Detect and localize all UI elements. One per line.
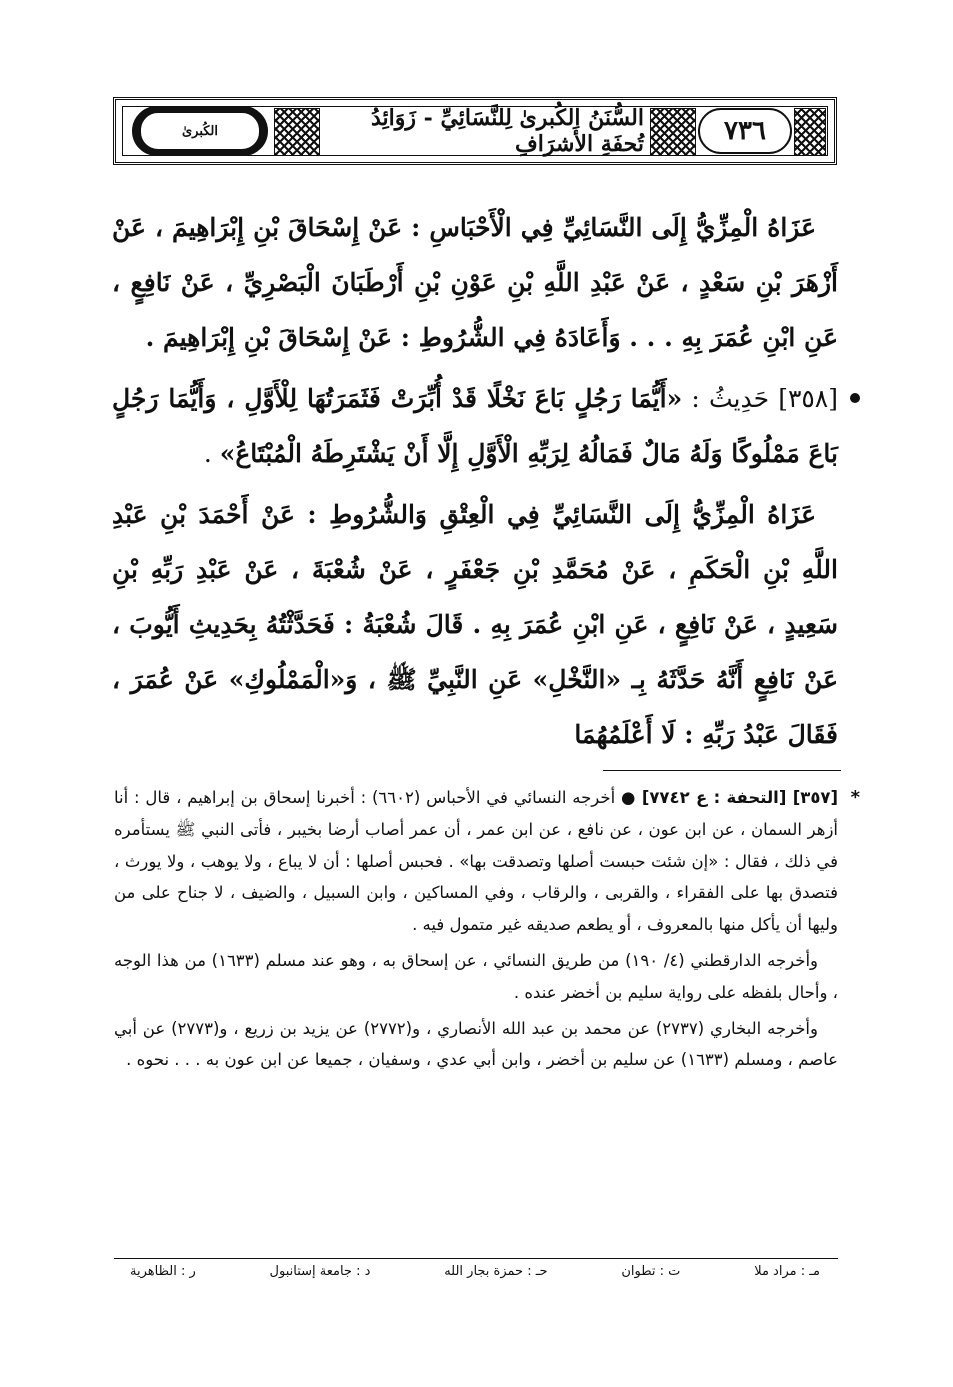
siglum-h: حـ : حمزة بجار الله [444, 1264, 548, 1279]
hadith-end: . [203, 439, 220, 468]
footnote-3 [114, 1013, 838, 1077]
manuscript-sigla [130, 1264, 820, 1290]
siglum-d: د : جامعة إستانبول [269, 1264, 371, 1279]
ornament-knot-icon [274, 108, 320, 156]
footnote-1 [114, 782, 860, 941]
footnote-2-text: وأخرجه الدارقطني (٤/ ١٩٠) من طريق النسائي ، عن إسحاق به ، وهو عند مسلم (١٦٣٣) من هذا الوجه ، وأحال بلفظه على رواية سليم بن أخضر عنده . [114, 950, 838, 1002]
attribution-paragraph-2 [112, 487, 838, 762]
page-header [113, 97, 837, 165]
hadith-label: [٣٥٨] حَدِيثُ : [691, 384, 839, 413]
running-title: السُّنَنُ الكُبرىٰ لِلنَّسَائِيِّ - زَوَائِدُ تُحفَةِ الأَشرَافِ [370, 105, 644, 157]
ornament-knot-icon [650, 108, 696, 156]
hadith-text: «أَيُّمَا رَجُلٍ بَاعَ نَخْلًا قَدْ أُبِّرَتْ فَثَمَرَتُهَا لِلْأَوَّلِ ، وَأَيُّمَا رَجُلٍ بَاعَ مَمْلُوكًا وَلَهُ مَالٌ فَمَالُهُ لِرَبِّهِ الْأَوَّلِ إِلَّا أَنْ يَشْتَرِطَهُ الْمُبْتَاعُ» [112, 384, 838, 468]
footnote-divider [603, 770, 841, 771]
footnote-marker: * [850, 787, 860, 808]
hadith-paragraph [112, 371, 838, 481]
ornament-knot-icon [794, 108, 826, 156]
attribution-text-2: عَزَاهُ الْمِزِّيُّ إِلَى النَّسَائِيِّ فِي الْعِتْقِ وَالشُّرُوطِ : عَنْ أَحْمَدَ بْنِ عَبْدِ اللَّهِ بْنِ الْحَكَمِ ، عَنْ مُحَمَّدِ بْنِ جَعْفَرٍ ، عَنْ شُعْبَةَ ، عَنْ عَبْدِ رَبِّهِ بْنِ سَعِيدٍ ، عَنْ نَافِعٍ ، عَنِ ابْنِ عُمَرَ بِهِ . قَالَ شُعْبَةُ : فَحَدَّثْتُهُ بِحَدِيثِ أَيُّوبَ ، عَنْ نَافِعٍ أَنَّهُ حَدَّثَهُ بِـ «النَّخْلِ» عَنِ النَّبِيِّ ﷺ ، وَ«الْمَمْلُوكِ» عَنْ عُمَرَ ، فَقَالَ عَبْدُ رَبِّهِ : لَا أَعْلَمُهُمَا [112, 500, 838, 749]
bottom-rule [114, 1258, 838, 1259]
footnotes [114, 782, 860, 1076]
book-seal-logo [132, 106, 268, 156]
footnote-3-text: وأخرجه البخاري (٢٧٣٧) عن محمد بن عبد الله الأنصاري ، و(٢٧٧٢) عن يزيد بن زريع ، و(٢٧٧٣) عن أبي عاصم ، ومسلم (١٦٣٣) عن سليم بن أخضر ، وابن أبي عدي ، وسفيان ، جميعا عن ابن عون به . . . نحوه . [114, 1018, 838, 1070]
main-text [112, 200, 838, 762]
siglum-t: ت : تطوان [621, 1264, 681, 1279]
footnote-ref: [٣٥٧] [التحفة : ع ٧٧٤٢] [641, 788, 839, 807]
siglum-m: مـ : مراد ملا [754, 1264, 820, 1279]
footnote-2 [114, 945, 838, 1009]
siglum-r: ر : الظاهرية [130, 1264, 196, 1279]
attribution-paragraph [112, 200, 838, 365]
seal-text: الكُبرىٰ [140, 112, 260, 150]
footnote-1-text: ● أخرجه النسائي في الأحباس (٦٦٠٢) : أخبرنا إسحاق بن إبراهيم ، قال : أنا أزهر السمان ، عن ابن عون ، عن نافع ، عن ابن عمر ، أن عمر أصاب أرضا بخيبر ، فأتى النبي ﷺ يستأمره في ذلك ، فقال : «إن شئت حبست أصلها وتصدقت بها» . فحبس أصلها : أن لا يباع ، ولا يوهب ، ولا يورث ، فتصدق بها على الفقراء ، والقربى ، والرقاب ، وفي المساكين ، وابن السبيل ، والضيف ، لا جناح على من وليها أن يأكل منها بالمعروف ، أو يطعم صديقه غير متمول فيه . [114, 788, 838, 935]
page-number: ٧٣٦ [698, 108, 792, 154]
bullet-icon [850, 393, 860, 403]
attribution-text: عَزَاهُ الْمِزِّيُّ إِلَى النَّسَائِيِّ فِي الْأَحْبَاسِ : عَنْ إِسْحَاقَ بْنِ إِبْرَاهِيمَ ، عَنْ أَزْهَرَ بْنِ سَعْدٍ ، عَنْ عَبْدِ اللَّهِ بْنِ عَوْنِ بْنِ أَرْطَبَانَ الْبَصْرِيِّ ، عَنْ نَافِعٍ ، عَنِ ابْنِ عُمَرَ بِهِ . . . وَأَعَادَهُ فِي الشُّرُوطِ : عَنْ إِسْحَاقَ بْنِ إِبْرَاهِيمَ . [112, 213, 838, 352]
